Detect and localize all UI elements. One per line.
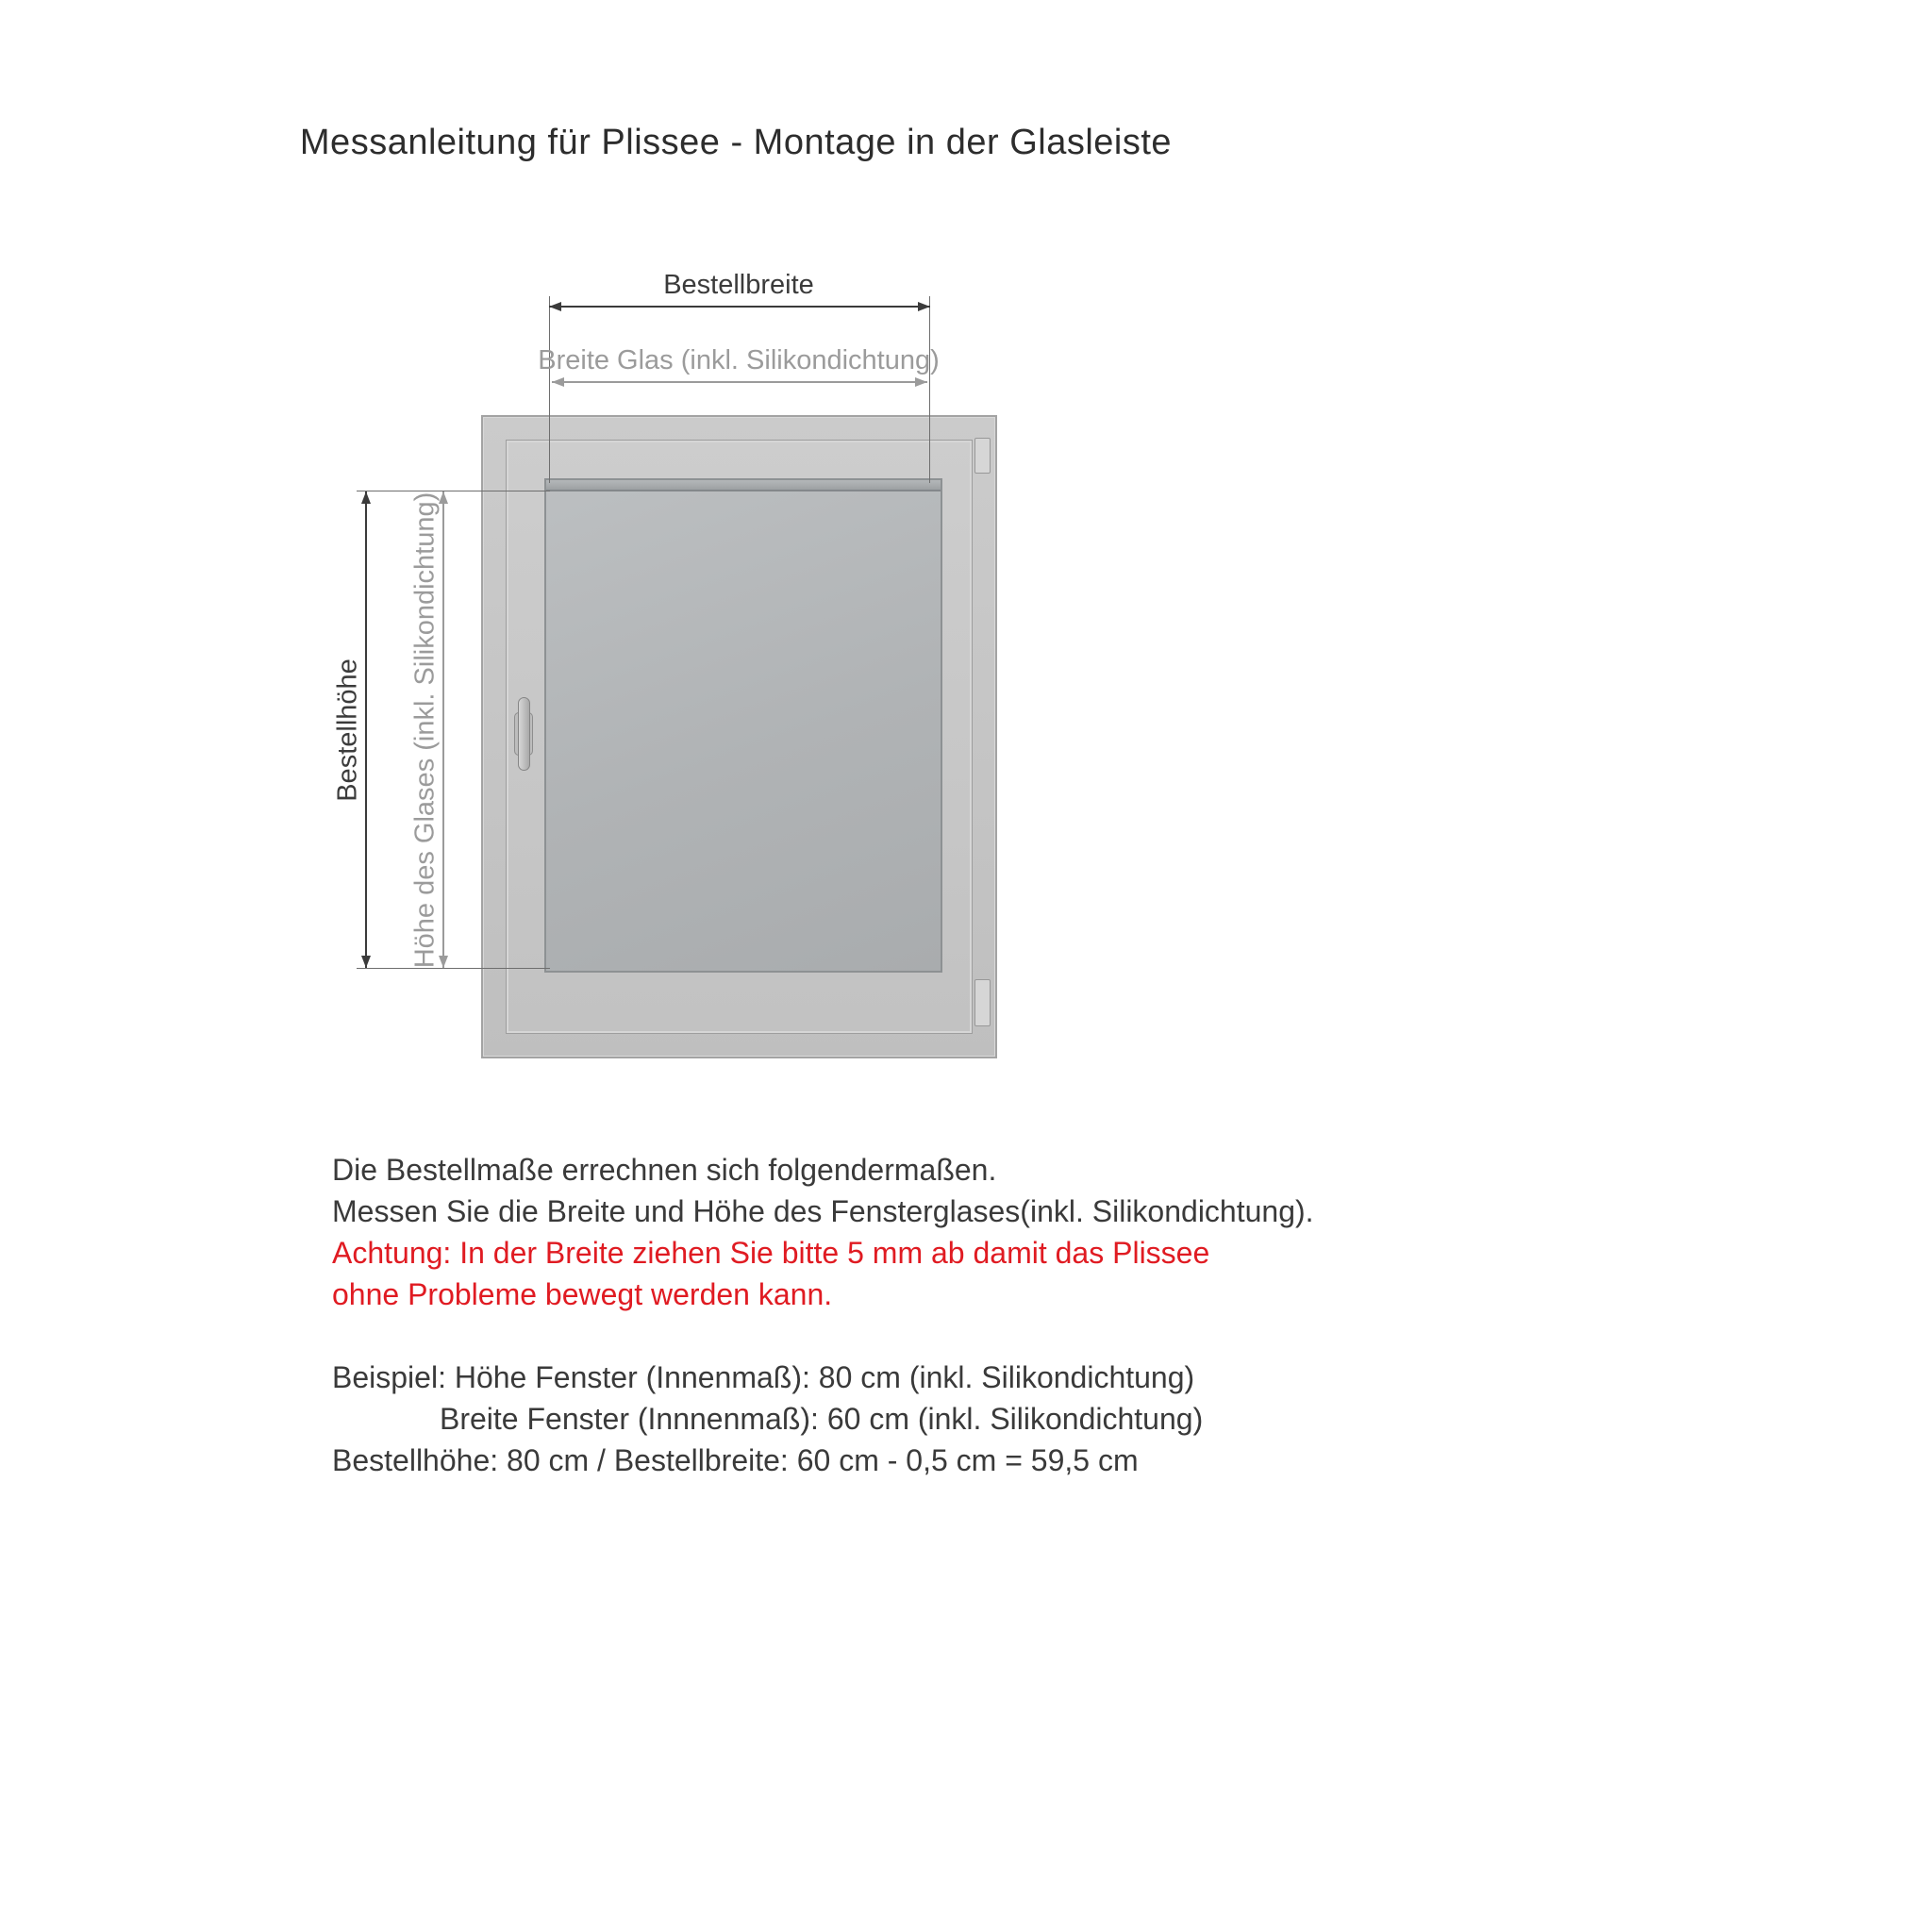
instruction-line-1: Die Bestellmaße errechnen sich folgendermaßen.	[332, 1153, 997, 1187]
extension-line-right	[929, 296, 930, 483]
window-sash	[506, 440, 973, 1034]
example-line-1: Beispiel: Höhe Fenster (Innenmaß): 80 cm (inkl. Silikondichtung)	[332, 1360, 1195, 1394]
order-height-label: Bestellhöhe	[332, 658, 363, 802]
hinge-bottom-icon	[974, 979, 991, 1026]
order-height-arrow	[365, 491, 367, 968]
window-handle-icon	[518, 697, 530, 771]
warning-line-1: Achtung: In der Breite ziehen Sie bitte 5 mm ab damit das Plissee	[332, 1236, 1210, 1270]
window-glass	[544, 478, 942, 973]
window-illustration	[481, 415, 997, 1058]
glass-height-arrow	[442, 491, 444, 968]
glass-height-label: Höhe des Glases (inkl. Silikondichtung)	[409, 491, 441, 969]
order-width-arrow	[549, 306, 930, 308]
instruction-line-2: Messen Sie die Breite und Höhe des Fensterglases(inkl. Silikondichtung).	[332, 1194, 1314, 1228]
example-line-2: Breite Fenster (Innnenmaß): 60 cm (inkl. Silikondichtung)	[440, 1402, 1204, 1436]
example-text	[332, 1357, 1203, 1481]
page-title: Messanleitung für Plissee - Montage in der Glasleiste	[299, 123, 1173, 162]
glass-width-label: Breite Glas (inkl. Silikondichtung)	[538, 345, 940, 375]
extension-line-bottom	[357, 968, 550, 969]
glass-width-arrow	[552, 381, 927, 383]
warning-line-2: ohne Probleme bewegt werden kann.	[332, 1277, 833, 1311]
example-line-3: Bestellhöhe: 80 cm / Bestellbreite: 60 cm - 0,5 cm = 59,5 cm	[332, 1443, 1139, 1477]
order-width-label: Bestellbreite	[663, 270, 814, 300]
hinge-top-icon	[974, 438, 991, 474]
extension-line-left	[549, 296, 550, 483]
plissee-top-rail	[546, 480, 941, 491]
instructions-text	[332, 1149, 1314, 1315]
